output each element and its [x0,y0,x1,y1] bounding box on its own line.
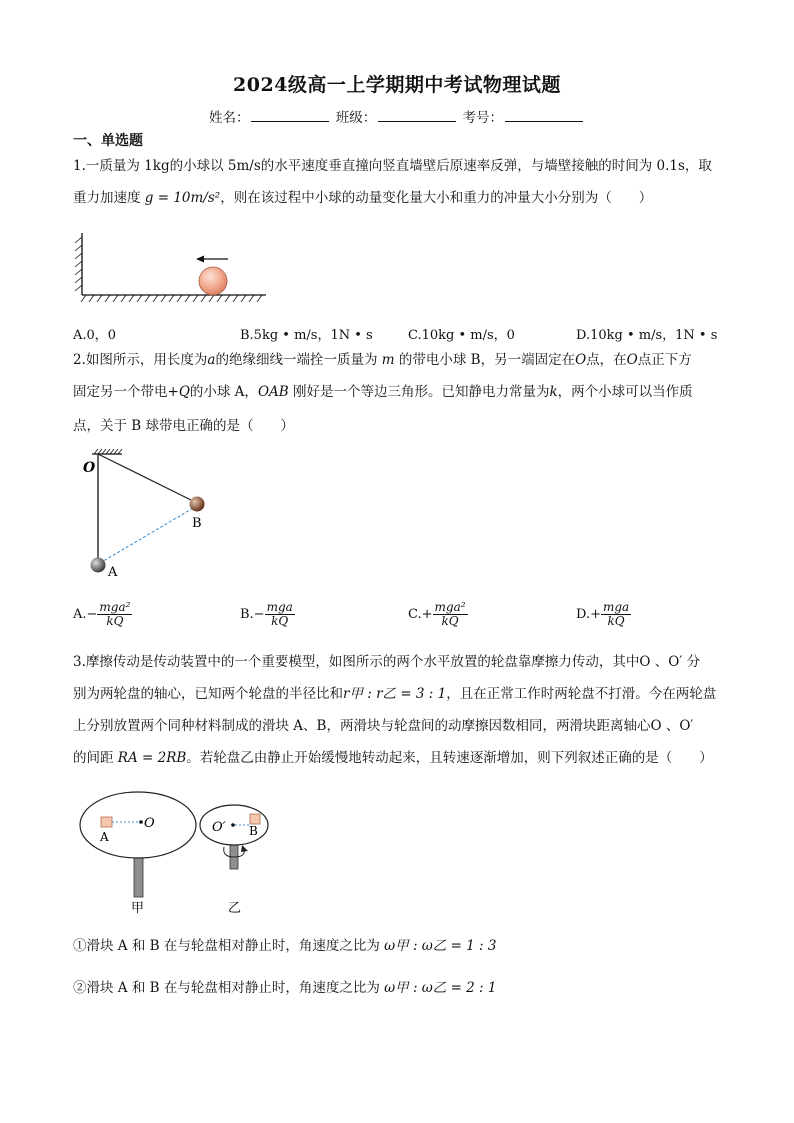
q1-option-c[interactable]: C.10kg • m/s，0 [408,328,515,343]
q3-label-a: A [100,830,109,844]
q1-line2-b: ，则在该过程中小球的动量变化量大小和重力的冲量大小分别为（ ） [220,190,653,206]
q1-line2 [73,188,652,208]
q2-option-b-prefix: B.− [240,607,265,622]
page-title: 2024级高一上学期期中考试物理试题 [233,74,561,96]
q3-line4 [73,748,713,768]
q2-option-c[interactable] [408,601,468,628]
q2-var-oab: OAB [257,384,289,400]
class-blank[interactable] [378,109,456,122]
q3-rotation-arrow-icon [241,845,248,852]
q2-option-c-num: mga² [434,600,466,614]
q1-line1: 1.一质量为 1kg的小球以 5m/s的水平速度垂直撞向竖直墙壁后原速率反弹，与墙壁接触的时间为 0.1s，取 [73,158,712,174]
q2-var-m: m [381,352,395,368]
q3-label-yi: 乙 [228,901,242,915]
name-blank[interactable] [251,109,329,122]
q2-option-a-prefix: A.− [73,607,98,622]
q3-figure-friction-wheels [78,785,278,915]
q3-label-o2: O′ [212,820,226,835]
q1-option-d[interactable]: D.10kg • m/s，1N • s [576,328,718,343]
q2-var-a: a [207,352,216,368]
q2-line2-c: 刚好是一个等边三角形。已知静电力常量为 [292,384,550,400]
name-label: 姓名： [208,110,250,126]
q2-option-d[interactable] [576,601,631,628]
q3-statement-2-eq: ω甲 : ω乙 = 2 : 1 [384,980,497,996]
q2-option-c-prefix: C.+ [408,607,433,622]
q2-label-b: B [192,516,202,531]
q2-line1-c: 的带电小球 B，另一端固定在 [398,352,576,368]
q2-line2 [73,382,693,402]
q1-line2-a: 重力加速度 [73,190,141,206]
q3-line4-b: 。若轮盘乙由静止开始缓慢地转动起来，且转速逐渐增加，则下列叙述正确的是（ ） [186,750,713,766]
q2-option-b-num: mga [266,600,293,614]
q3-line2-b: ，且在正常工作时两轮盘不打滑。今在两轮盘 [446,686,717,702]
q3-shaft-jia [134,857,143,897]
q2-line3: 点，关于 B 球带电正确的是（ ） [73,418,295,434]
q2-line1 [73,350,692,370]
q3-radius-ratio: r甲 : r乙 = 3 : 1 [343,686,447,702]
q2-line1-a: 2.如图所示，用长度为 [73,352,208,368]
q2-line1-b: 的绝缘细线一端拴一质量为 [215,352,378,368]
q2-option-d-num: mga [602,600,630,614]
q3-block-b [250,814,260,824]
q3-line2 [73,684,716,704]
q2-var-o-2: O [626,352,638,368]
q1-gravity: g = 10m/s² [144,190,221,206]
q3-label-o: O [144,816,155,831]
q2-label-a: A [108,565,118,580]
q3-disk-jia [80,792,196,858]
q2-option-b-den: kQ [271,614,289,628]
q2-ball-b [190,497,205,512]
q2-figure-pendulum [78,448,218,583]
q1-option-b[interactable]: B.5kg • m/s，1N • s [240,328,373,343]
section-heading: 一、单选题 [73,133,143,149]
exam-no-label: 考号： [462,110,504,126]
class-label: 班级： [335,110,377,126]
exam-no-blank[interactable] [505,109,583,122]
q2-line2-a: 固定另一个带电+ [73,384,179,400]
q2-line1-e: 点正下方 [637,352,692,368]
q3-statement-2-text: ②滑块 A 和 B 在与轮盘相对静止时，角速度之比为 [73,980,380,996]
q3-line3: 上分别放置两个同种材料制成的滑块 A、B，两滑块与轮盘间的动摩擦因数相同，两滑块距离轴心O 、O′ [73,718,694,734]
q3-statement-1[interactable] [73,936,497,956]
q2-option-a-num: mga² [99,600,131,614]
q2-line2-d: ，两个小球可以当作质 [557,384,693,400]
q3-statement-2[interactable] [73,978,497,998]
q2-var-k: k [549,384,558,400]
q2-option-a[interactable] [73,601,132,628]
q3-distance-eq: RA = 2RB [117,750,187,766]
q3-block-a [101,817,112,827]
q1-figure-wall-ball [70,225,270,307]
q3-statement-1-text: ①滑块 A 和 B 在与轮盘相对静止时，角速度之比为 [73,938,380,954]
q3-line4-a: 的间距 [73,750,114,766]
q2-option-d-den: kQ [607,614,625,628]
q3-line2-a: 别为两轮盘的轴心，已知两个轮盘的半径比和 [73,686,343,702]
q2-var-o: O [575,352,587,368]
q3-statement-1-eq: ω甲 : ω乙 = 1 : 3 [384,938,497,954]
q2-ball-a [91,558,106,573]
q2-option-d-prefix: D.+ [576,607,601,622]
q2-label-o: O [83,460,96,476]
q2-option-a-den: kQ [106,614,124,628]
q2-line2-b: 的小球 A， [189,384,258,400]
q2-var-q: Q [178,384,190,400]
q2-line1-d: 点，在 [586,352,627,368]
q1-arrow-left-icon [196,256,204,263]
student-info-line [0,106,794,126]
q2-option-b[interactable] [240,601,295,628]
q3-label-b: B [249,824,258,838]
q2-option-c-den: kQ [441,614,459,628]
q3-label-jia: 甲 [131,901,145,915]
q1-option-a[interactable]: A.0，0 [73,328,117,343]
q3-line1: 3.摩擦传动是传动装置中的一个重要模型，如图所示的两个水平放置的轮盘靠摩擦力传动，其中O 、O′ 分 [73,654,701,670]
q1-ball [199,267,227,295]
